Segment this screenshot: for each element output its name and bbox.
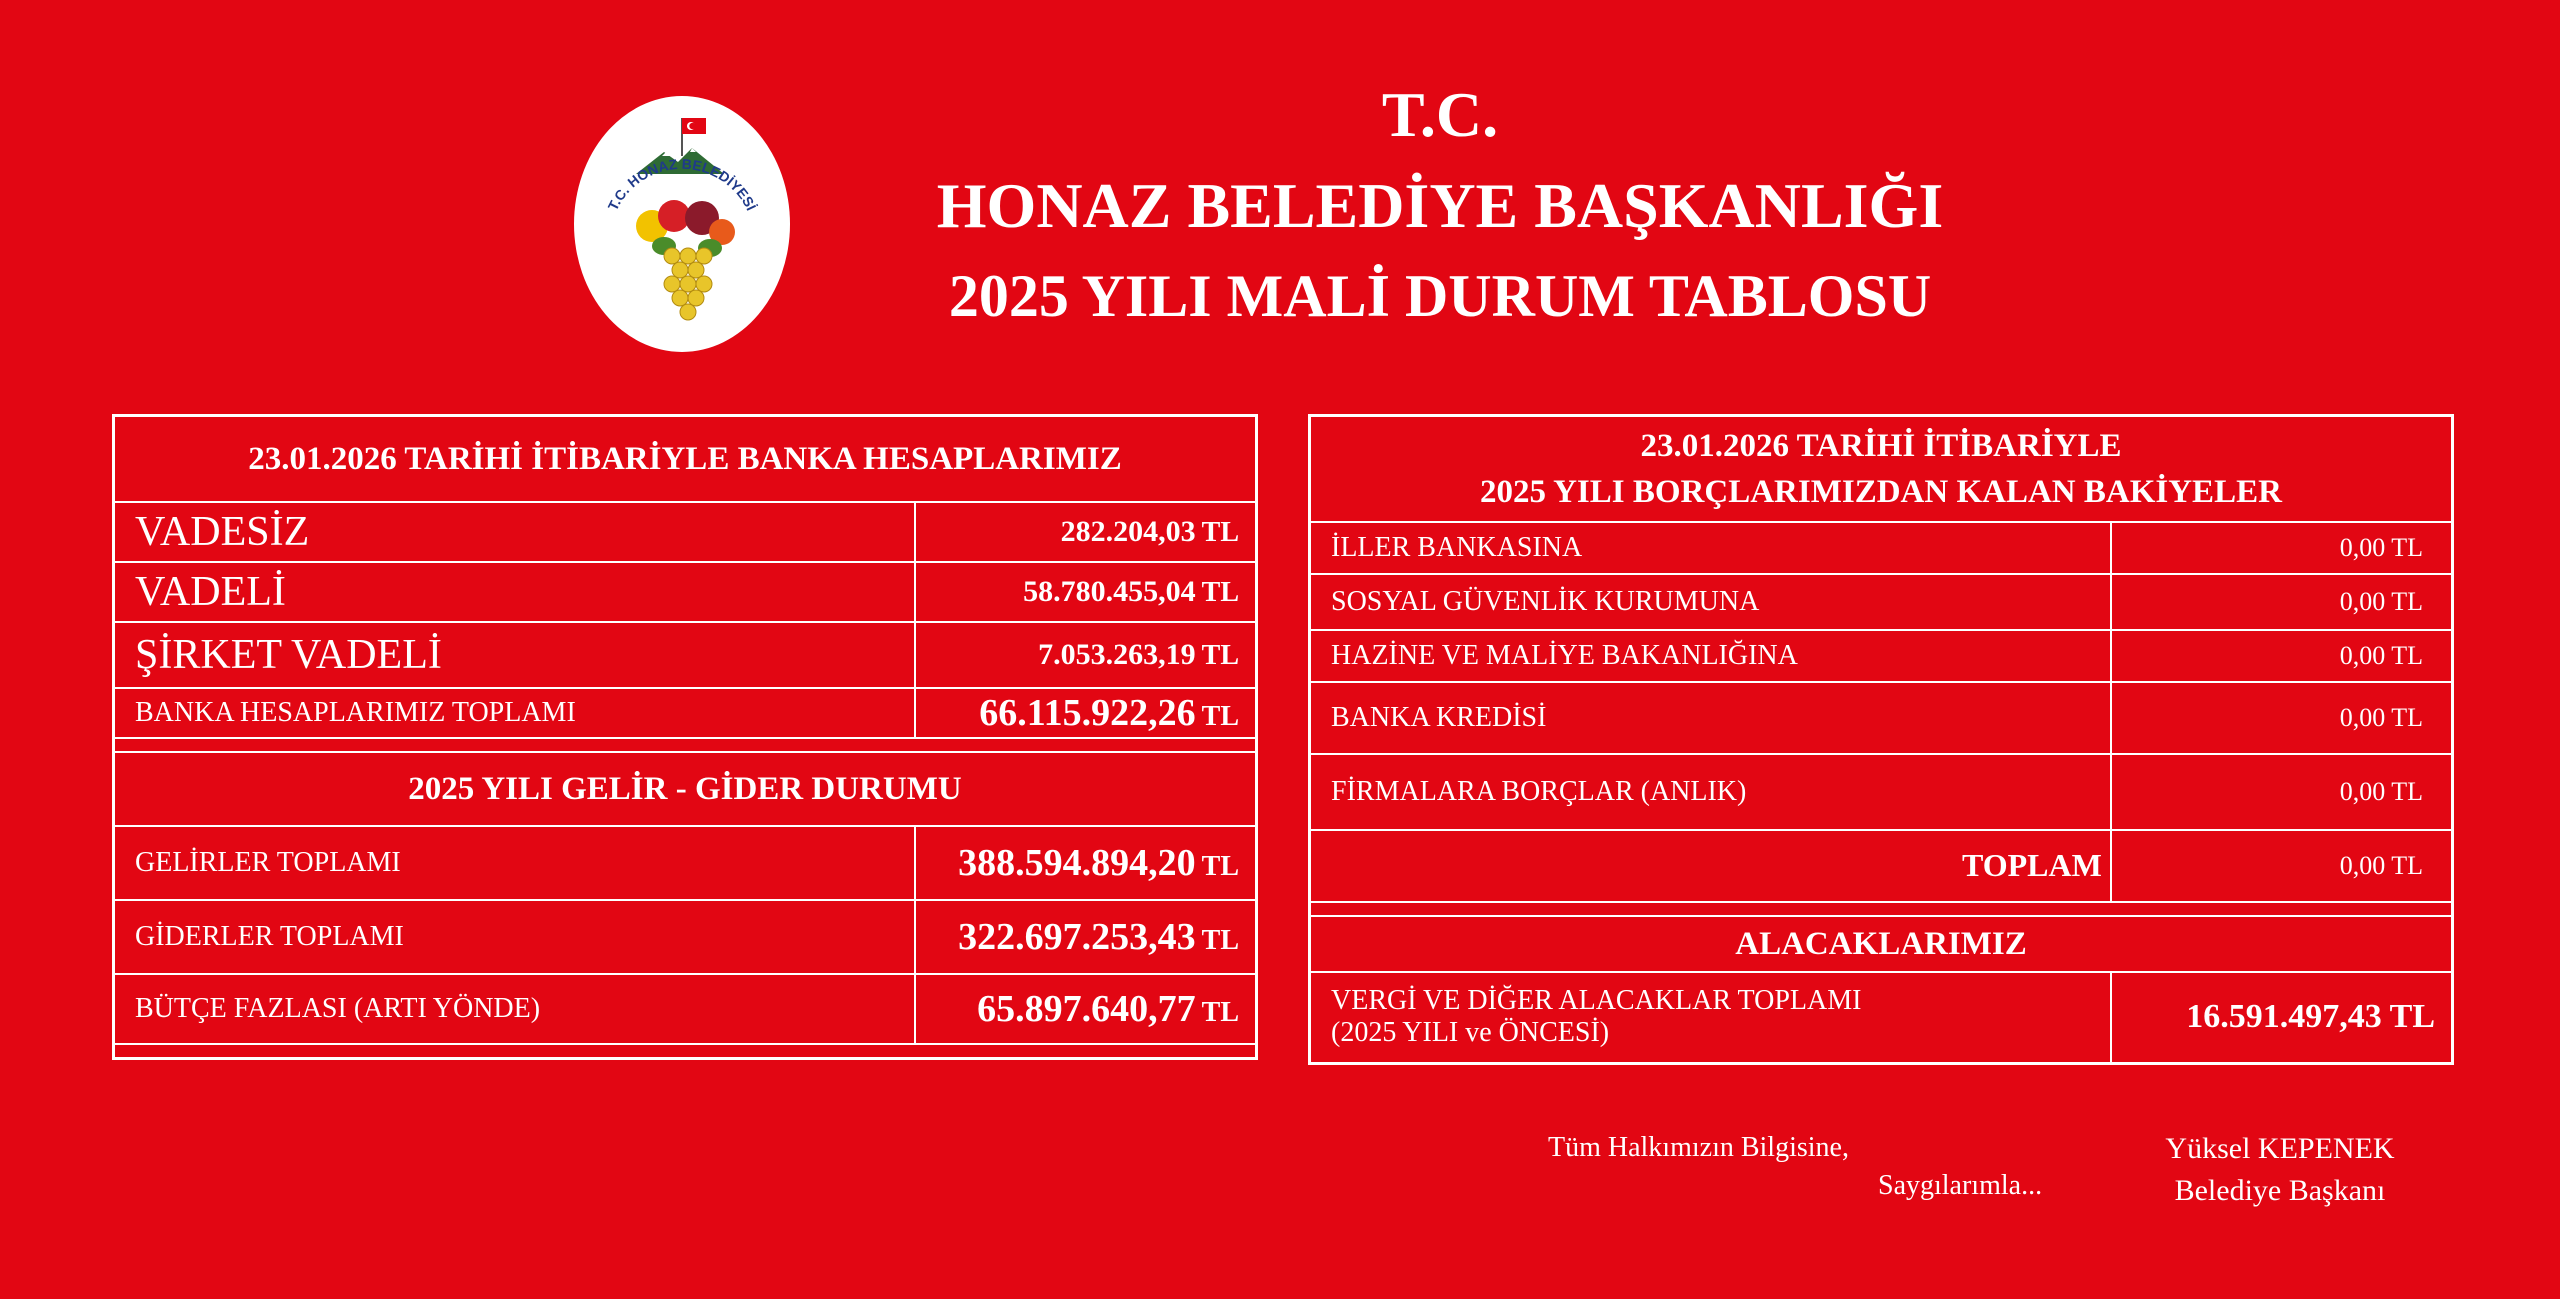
debt-row-value: 0,00 TL — [2111, 630, 2453, 682]
debts-heading-line2: 2025 YILI BORÇLARIMIZDAN KALAN BAKİYELER — [1480, 473, 2282, 510]
title-line-tc: T.C. — [1381, 79, 1499, 150]
bank-row-value: 58.780.455,04 TL — [915, 562, 1257, 622]
bank-row-label: ŞİRKET VADELİ — [114, 622, 915, 688]
mayor-name: Yüksel KEPENEK — [2165, 1132, 2395, 1165]
table-row — [1310, 682, 2453, 754]
table-row — [114, 826, 1257, 900]
income-row-value: 388.594.894,20 TL — [915, 826, 1257, 900]
title-line-municipality: HONAZ BELEDİYE BAŞKANLIĞI — [936, 170, 1944, 241]
debt-total-value: 0,00 TL — [2111, 830, 2453, 902]
debt-row-value: 0,00 TL — [2111, 522, 2453, 574]
table-row — [114, 562, 1257, 622]
debt-row-value: 0,00 TL — [2111, 574, 2453, 630]
bank-accounts-heading: 23.01.2026 TARİHİ İTİBARİYLE BANKA HESAPLARIMIZ — [114, 416, 1257, 502]
income-row-label: GELİRLER TOPLAMI — [114, 826, 915, 900]
logo-emblem-icon — [574, 96, 790, 352]
bank-row-value: 7.053.263,19 TL — [915, 622, 1257, 688]
debt-row-label: İLLER BANKASINA — [1310, 522, 2111, 574]
bank-row-label: VADESİZ — [114, 502, 915, 562]
footer-regards-text: Saygılarımla... — [1878, 1170, 2043, 1201]
income-row-value: 65.897.640,77 TL — [915, 974, 1257, 1044]
income-row-label: BÜTÇE FAZLASI (ARTI YÖNDE) — [114, 974, 915, 1044]
footer-info-text: Tüm Halkımızın Bilgisine, — [1548, 1132, 1849, 1163]
receivables-label-line2: (2025 YILI ve ÖNCESİ) — [1331, 1017, 1610, 1049]
debt-row-label: SOSYAL GÜVENLİK KURUMUNA — [1310, 574, 2111, 630]
bank-total-label: BANKA HESAPLARIMIZ TOPLAMI — [114, 688, 915, 738]
receivables-label-line1: VERGİ VE DİĞER ALACAKLAR TOPLAMI — [1331, 985, 1862, 1017]
bank-total-row — [114, 688, 1257, 738]
debt-total-row — [1310, 830, 2453, 902]
debts-and-receivables-table — [1308, 414, 2454, 1065]
bank-and-budget-table — [112, 414, 1258, 1060]
title-line-report: 2025 YILI MALİ DURUM TABLOSU — [948, 263, 1932, 329]
debt-row-label: HAZİNE VE MALİYE BAKANLIĞINA — [1310, 630, 2111, 682]
debt-row-label: BANKA KREDİSİ — [1310, 682, 2111, 754]
divider — [114, 1044, 1257, 1059]
debt-row-value: 0,00 TL — [2111, 682, 2453, 754]
receivables-heading: ALACAKLARIMIZ — [1310, 916, 2453, 972]
debt-row-value: 0,00 TL — [2111, 754, 2453, 830]
income-expense-heading: 2025 YILI GELİR - GİDER DURUMU — [114, 752, 1257, 826]
bank-row-label: VADELİ — [114, 562, 915, 622]
bank-total-value: 66.115.922,26 TL — [915, 688, 1257, 738]
page-title — [820, 70, 2060, 340]
debt-total-label: TOPLAM — [1310, 830, 2111, 902]
table-row — [114, 900, 1257, 974]
debts-heading — [1310, 416, 2453, 522]
table-row — [1310, 754, 2453, 830]
municipality-logo — [574, 96, 790, 352]
debt-row-label: FİRMALARA BORÇLAR (ANLIK) — [1310, 754, 2111, 830]
table-row — [1310, 630, 2453, 682]
income-row-value: 322.697.253,43 TL — [915, 900, 1257, 974]
table-row — [1310, 972, 2453, 1064]
signature-block — [2130, 1128, 2430, 1212]
divider — [1310, 902, 2453, 916]
table-row — [114, 974, 1257, 1044]
table-row — [1310, 522, 2453, 574]
table-row — [114, 502, 1257, 562]
table-row — [1310, 574, 2453, 630]
debts-heading-line1: 23.01.2026 TARİHİ İTİBARİYLE — [1640, 427, 2122, 464]
svg-text:T.C. HONAZ BELEDİYESİ: T.C. HONAZ BELEDİYESİ — [604, 155, 760, 213]
divider — [114, 738, 1257, 752]
receivables-label — [1310, 972, 2111, 1064]
table-row — [114, 622, 1257, 688]
bank-row-value: 282.204,03 TL — [915, 502, 1257, 562]
receivables-value: 16.591.497,43 TL — [2111, 972, 2453, 1064]
mayor-title: Belediye Başkanı — [2174, 1174, 2386, 1207]
income-row-label: GİDERLER TOPLAMI — [114, 900, 915, 974]
